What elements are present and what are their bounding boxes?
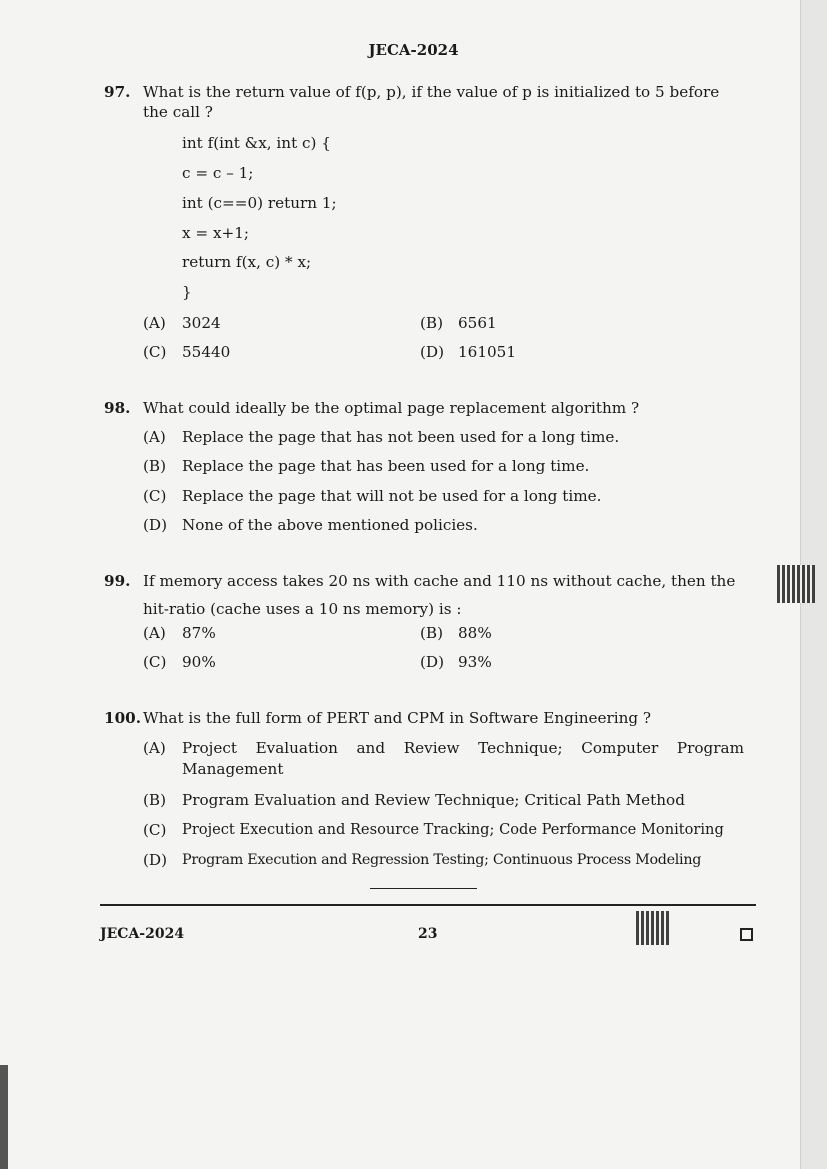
question-number: 97. bbox=[104, 83, 131, 101]
code-line: int (c==0) return 1; bbox=[182, 194, 337, 212]
code-line: c = c – 1; bbox=[182, 164, 254, 182]
code-line: } bbox=[182, 283, 192, 301]
question-text: If memory access takes 20 ns with cache and 110 ns without cache, then the bbox=[143, 572, 736, 590]
option-text: 6561 bbox=[458, 314, 497, 332]
option-text: 88% bbox=[458, 624, 492, 642]
option-label: (B) bbox=[143, 457, 167, 475]
option-text: None of the above mentioned policies. bbox=[182, 516, 478, 534]
option-text: Project Evaluation and Review Technique; Computer Program bbox=[182, 739, 744, 757]
option-label: (A) bbox=[143, 739, 166, 757]
question-number: 100. bbox=[104, 709, 141, 727]
question-text: What is the return value of f(p, p), if the value of p is initialized to 5 before bbox=[143, 83, 720, 101]
question-text: What is the full form of PERT and CPM in Software Engineering ? bbox=[143, 709, 652, 727]
option-label: (C) bbox=[143, 821, 167, 839]
option-label: (D) bbox=[143, 851, 168, 869]
option-text: 161051 bbox=[458, 343, 516, 361]
page-header: JECA-2024 bbox=[368, 41, 459, 59]
option-text: Project Execution and Resource Tracking; Code Performance Monitoring bbox=[182, 821, 724, 838]
option-label: (D) bbox=[143, 516, 168, 534]
option-label: (B) bbox=[143, 791, 167, 809]
option-text: 87% bbox=[182, 624, 216, 642]
option-label: (A) bbox=[143, 624, 166, 642]
option-label: (A) bbox=[143, 428, 166, 446]
datamatrix-code bbox=[636, 911, 670, 945]
option-text: 55440 bbox=[182, 343, 231, 361]
qr-code bbox=[777, 565, 815, 603]
option-label: (B) bbox=[420, 624, 444, 642]
question-text: What could ideally be the optimal page replacement algorithm ? bbox=[143, 399, 640, 417]
option-label: (D) bbox=[420, 343, 445, 361]
question-text: hit-ratio (cache uses a 10 ns memory) is : bbox=[143, 600, 462, 618]
option-text: 93% bbox=[458, 653, 492, 671]
option-text: Program Execution and Regression Testing; Continuous Process Modeling bbox=[182, 852, 702, 868]
option-label: (D) bbox=[420, 653, 445, 671]
page-number: 23 bbox=[418, 926, 438, 942]
option-text: Management bbox=[182, 760, 284, 778]
question-number: 99. bbox=[104, 572, 131, 590]
option-label: (A) bbox=[143, 314, 166, 332]
question-text: the call ? bbox=[143, 103, 213, 121]
footer-code: JECA-2024 bbox=[100, 926, 185, 942]
question-number: 98. bbox=[104, 399, 131, 417]
code-line: x = x+1; bbox=[182, 224, 250, 242]
code-line: return f(x, c) * x; bbox=[182, 253, 312, 271]
footer-rule bbox=[100, 904, 756, 906]
code-line: int f(int &x, int c) { bbox=[182, 134, 331, 152]
option-text: 90% bbox=[182, 653, 216, 671]
option-text: Replace the page that has been used for a long time. bbox=[182, 457, 590, 475]
option-label: (C) bbox=[143, 487, 167, 505]
option-text: Replace the page that has not been used for a long time. bbox=[182, 428, 620, 446]
option-text: Replace the page that will not be used for a long time. bbox=[182, 487, 602, 505]
option-label: (B) bbox=[420, 314, 444, 332]
scan-edge bbox=[0, 1065, 8, 1169]
corner-marker bbox=[740, 928, 753, 941]
option-label: (C) bbox=[143, 343, 167, 361]
option-text: Program Evaluation and Review Technique; Critical Path Method bbox=[182, 791, 685, 809]
option-label: (C) bbox=[143, 653, 167, 671]
end-separator bbox=[370, 888, 477, 889]
option-text: 3024 bbox=[182, 314, 221, 332]
